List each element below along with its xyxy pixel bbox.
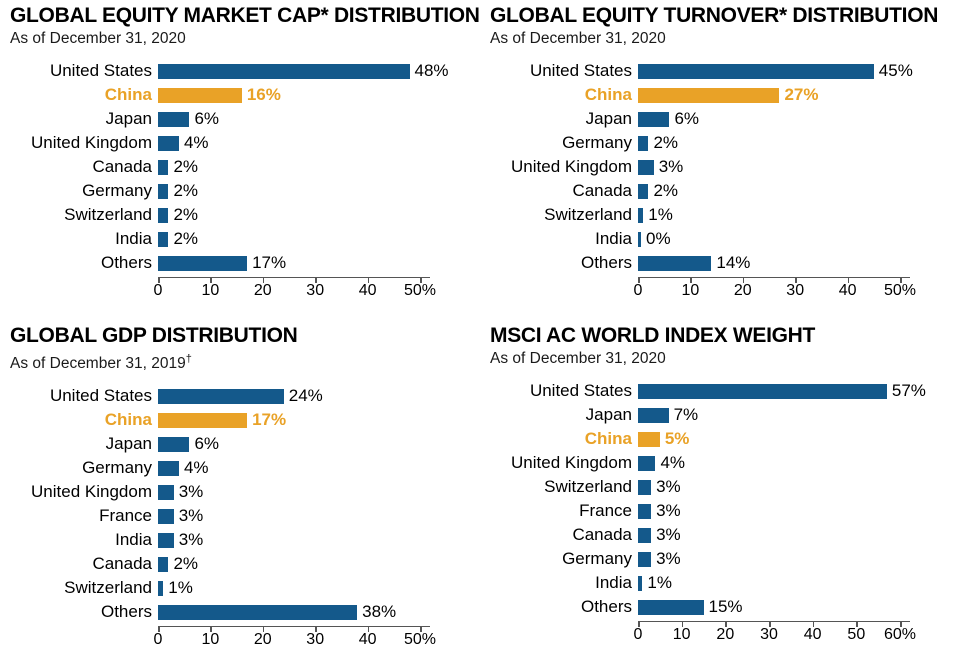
bar-row (10, 456, 470, 480)
axis-tick-label: 0 (633, 282, 643, 299)
axis-tick-label: 50% (403, 631, 437, 649)
axis-tick-label: 0 (153, 631, 163, 649)
bar-category-label: United States (49, 386, 152, 406)
panel-subtitle (490, 29, 950, 49)
bar (158, 64, 410, 79)
panel-subtitle (10, 349, 470, 374)
bar-value-label: 6% (194, 109, 220, 128)
bar-value-label: 3% (656, 477, 681, 496)
bar (638, 504, 651, 519)
bar-chart-market-cap (10, 59, 470, 300)
bar-row (10, 600, 470, 624)
bar-value-label: 1% (648, 205, 673, 224)
bar-category-label: India (115, 229, 152, 248)
bar (158, 256, 247, 271)
axis-tick-label: 20 (733, 282, 752, 299)
bar-row (10, 480, 470, 504)
bar-track (158, 384, 470, 408)
bar (158, 557, 168, 572)
panel-subtitle-text: As of December 31, 2020 (490, 350, 666, 367)
bar-row (10, 528, 470, 552)
bar-track (638, 107, 950, 131)
bar-category-label: Canada (92, 554, 152, 574)
axis-tick-label: 20 (253, 631, 272, 649)
bar-row (10, 576, 470, 600)
bar (638, 184, 648, 199)
bar-row (10, 251, 470, 275)
axis-tick-label: 10 (681, 282, 700, 299)
bar-row (490, 59, 950, 83)
bar (158, 605, 357, 620)
bar-row (490, 155, 950, 179)
bar-category-label: United Kingdom (31, 133, 152, 152)
bar-value-label: 2% (173, 181, 199, 200)
bar-value-label: 3% (656, 549, 681, 568)
bar-category-label: India (115, 530, 152, 550)
bar-category-label: China (584, 429, 632, 448)
bar-category-label: France (99, 506, 152, 526)
axis-tick-label: 30 (306, 282, 325, 299)
bar-value-label: 1% (647, 573, 672, 592)
axis-tick-label: 10 (672, 626, 691, 643)
bar-track (158, 576, 470, 600)
bar-category-label: United States (49, 61, 152, 80)
bar (638, 600, 704, 615)
bar-category-label: Switzerland (544, 205, 632, 224)
bar-row (490, 379, 950, 403)
bar (158, 112, 189, 127)
bar-track (158, 504, 470, 528)
axis-tick-label: 0 (633, 626, 643, 643)
bar-track (158, 83, 470, 107)
bar (638, 408, 669, 423)
bar-value-label: 17% (252, 410, 287, 430)
bar (638, 528, 651, 543)
bar-track (638, 179, 950, 203)
bar-value-label: 48% (414, 61, 449, 80)
bar-row (10, 552, 470, 576)
bar-track (158, 432, 470, 456)
bar-track (158, 59, 470, 83)
bar (158, 232, 168, 247)
bar-category-label: Germany (82, 458, 152, 478)
axis-tick-label: 0 (153, 282, 163, 299)
bar-track (638, 131, 950, 155)
bar-row (10, 83, 470, 107)
bar-track (638, 595, 950, 619)
x-axis (633, 277, 917, 300)
bar (158, 437, 189, 452)
bar-chart-gdp (10, 384, 470, 649)
bar-row (10, 59, 470, 83)
bar-track (158, 203, 470, 227)
bar-row (490, 179, 950, 203)
bar-track (158, 552, 470, 576)
bar-category-label: Canada (92, 157, 152, 176)
bar (638, 480, 651, 495)
bar-value-label: 17% (252, 253, 287, 272)
bar (638, 256, 711, 271)
panel-subtitle (490, 349, 950, 369)
bar-row (10, 107, 470, 131)
axis-tick-label: 10 (201, 631, 220, 649)
bar-track (638, 227, 950, 251)
bar-value-label: 4% (183, 458, 209, 478)
bar-track (638, 475, 950, 499)
bar-category-label: Canada (572, 181, 632, 200)
bar-value-label: 4% (183, 133, 209, 152)
bar-track (158, 107, 470, 131)
bar-row (490, 451, 950, 475)
axis-tick-label: 40 (838, 282, 857, 299)
bar-value-label: 14% (716, 253, 751, 272)
bar (638, 384, 887, 399)
axis-tick-label: 50% (403, 282, 437, 299)
bar-track (158, 528, 470, 552)
panel-gdp (0, 320, 480, 671)
bar (638, 64, 874, 79)
bar-track (158, 179, 470, 203)
bar-track (158, 227, 470, 251)
bar-category-label: Switzerland (64, 578, 152, 598)
bar-row (10, 408, 470, 432)
bar-category-label: India (595, 229, 632, 248)
bar-row (490, 571, 950, 595)
bar-row (10, 227, 470, 251)
bar-track (158, 155, 470, 179)
bar-row (10, 384, 470, 408)
bar-row (10, 203, 470, 227)
axis-tick-label: 40 (803, 626, 822, 643)
axis-tick-label: 40 (358, 631, 377, 649)
x-axis (633, 621, 917, 644)
x-axis (153, 277, 437, 300)
bar-category-label: Japan (105, 434, 152, 454)
bar-row (10, 179, 470, 203)
panel-subtitle (10, 29, 470, 49)
bar-value-label: 6% (194, 434, 220, 454)
axis-tick-label: 50 (847, 626, 866, 643)
bar-row (490, 499, 950, 523)
bar (158, 461, 179, 476)
bar-row (490, 523, 950, 547)
bar (158, 136, 179, 151)
bar-category-label: Switzerland (544, 477, 632, 496)
axis-tick-label: 40 (358, 282, 377, 299)
bar-track (638, 155, 950, 179)
bar-category-label: Others (580, 253, 632, 272)
bar-value-label: 2% (173, 229, 199, 248)
axis-tick-label: 30 (786, 282, 805, 299)
bar (158, 184, 168, 199)
bar-row (490, 547, 950, 571)
bar-category-label: United Kingdom (31, 482, 152, 502)
bar-value-label: 1% (168, 578, 193, 598)
bar-track (158, 480, 470, 504)
bar-row (490, 107, 950, 131)
bar-category-label: Germany (562, 133, 632, 152)
footnote-marker: † (185, 353, 192, 365)
bar (158, 533, 174, 548)
panel-title: MSCI AC WORLD INDEX WEIGHT (490, 324, 816, 347)
bar-category-label: Switzerland (64, 205, 152, 224)
bar-row (10, 432, 470, 456)
bar-value-label: 4% (660, 453, 686, 472)
bar (638, 160, 654, 175)
axis-tick-label: 20 (716, 626, 735, 643)
axis-tick-label: 10 (201, 282, 220, 299)
bar-track (158, 251, 470, 275)
bar (638, 552, 651, 567)
panel-title: GLOBAL EQUITY TURNOVER* DISTRIBUTION (490, 4, 939, 27)
bar-value-label: 5% (664, 429, 690, 448)
bar-category-label: China (104, 85, 152, 104)
panel-subtitle-text: As of December 31, 2020 (10, 30, 186, 47)
bar (638, 136, 648, 151)
bar-value-label: 2% (173, 205, 199, 224)
bar-chart-msci (490, 379, 950, 644)
bar-value-label: 38% (362, 602, 397, 622)
bar (638, 456, 655, 471)
bar-category-label: India (595, 573, 632, 592)
bar-value-label: 16% (246, 85, 281, 104)
bar-track (638, 523, 950, 547)
panel-subtitle-text: As of December 31, 2019 (10, 355, 186, 373)
bar-track (158, 456, 470, 480)
bar-category-label: Canada (572, 525, 632, 544)
bar-category-label: China (104, 410, 152, 430)
bar-value-label: 7% (673, 405, 699, 424)
bar-row (10, 504, 470, 528)
bar-row (490, 131, 950, 155)
axis-tick-label: 20 (253, 282, 272, 299)
bar-value-label: 3% (178, 506, 204, 526)
bar-category-label: Others (580, 597, 632, 616)
bar-row (490, 475, 950, 499)
bar-track (638, 427, 950, 451)
bar-category-label: Germany (82, 181, 152, 200)
bar-value-label: 3% (658, 157, 684, 176)
axis-tick-label: 30 (760, 626, 778, 643)
bar (158, 160, 168, 175)
bar (638, 432, 660, 447)
bar-category-label: Others (100, 253, 152, 272)
bar-track (638, 403, 950, 427)
bar-value-label: 2% (173, 157, 199, 176)
bar-value-label: 2% (653, 181, 679, 200)
bar-value-label: 2% (173, 554, 199, 574)
bar (158, 208, 168, 223)
bar-category-label: Japan (585, 109, 632, 128)
bar-chart-turnover (490, 59, 950, 300)
bar-track (158, 408, 470, 432)
bar (158, 389, 284, 404)
bar (158, 509, 174, 524)
bar-category-label: Germany (562, 549, 632, 568)
bar-row (10, 155, 470, 179)
bar-category-label: United Kingdom (511, 157, 632, 176)
bar (638, 112, 669, 127)
bar-value-label: 3% (178, 530, 204, 550)
bar-track (638, 379, 950, 403)
panel-market-cap (0, 0, 480, 320)
bar-value-label: 3% (178, 482, 204, 502)
bar (158, 88, 242, 103)
bar-track (638, 547, 950, 571)
bar-row (490, 227, 950, 251)
bar-track (638, 251, 950, 275)
bar-track (638, 451, 950, 475)
bar-row (490, 427, 950, 451)
bar-category-label: United States (529, 381, 632, 400)
axis-tick-label: 30 (306, 631, 325, 649)
bar-value-label: 6% (674, 109, 700, 128)
axis-tick-label: 60% (883, 626, 917, 643)
bar-row (490, 251, 950, 275)
bar-value-label: 24% (288, 386, 323, 406)
bar-track (638, 203, 950, 227)
panel-subtitle-text: As of December 31, 2020 (490, 30, 666, 47)
bar-track (158, 131, 470, 155)
bar-category-label: United Kingdom (511, 453, 632, 472)
bar-track (158, 600, 470, 624)
bar-category-label: France (579, 501, 632, 520)
bar-category-label: Japan (585, 405, 632, 424)
panel-title: GLOBAL EQUITY MARKET CAP* DISTRIBUTION (10, 4, 480, 27)
bar-category-label: Japan (105, 109, 152, 128)
bar-value-label: 57% (891, 381, 926, 400)
bar-row (490, 595, 950, 619)
bar-row (490, 203, 950, 227)
bar-value-label: 2% (653, 133, 679, 152)
panel-msci (480, 320, 960, 671)
bar (158, 485, 174, 500)
bar-track (638, 499, 950, 523)
bar-row (490, 83, 950, 107)
bar (638, 88, 779, 103)
bar-value-label: 0% (646, 229, 671, 248)
bar-row (10, 131, 470, 155)
bar-category-label: Others (100, 602, 152, 622)
bar-row (490, 403, 950, 427)
panel-turnover (480, 0, 960, 320)
bar-value-label: 45% (878, 61, 913, 80)
axis-tick-label: 50% (883, 282, 917, 299)
bar-track (638, 571, 950, 595)
bar-track (638, 83, 950, 107)
bar-category-label: United States (529, 61, 632, 80)
bar-track (638, 59, 950, 83)
bar-value-label: 15% (708, 597, 743, 616)
bar (158, 413, 247, 428)
bar-value-label: 3% (656, 525, 681, 544)
bar-value-label: 27% (784, 85, 819, 104)
bar-category-label: China (584, 85, 632, 104)
panel-title: GLOBAL GDP DISTRIBUTION (10, 324, 298, 347)
x-axis (153, 626, 437, 649)
bar-value-label: 3% (656, 501, 681, 520)
